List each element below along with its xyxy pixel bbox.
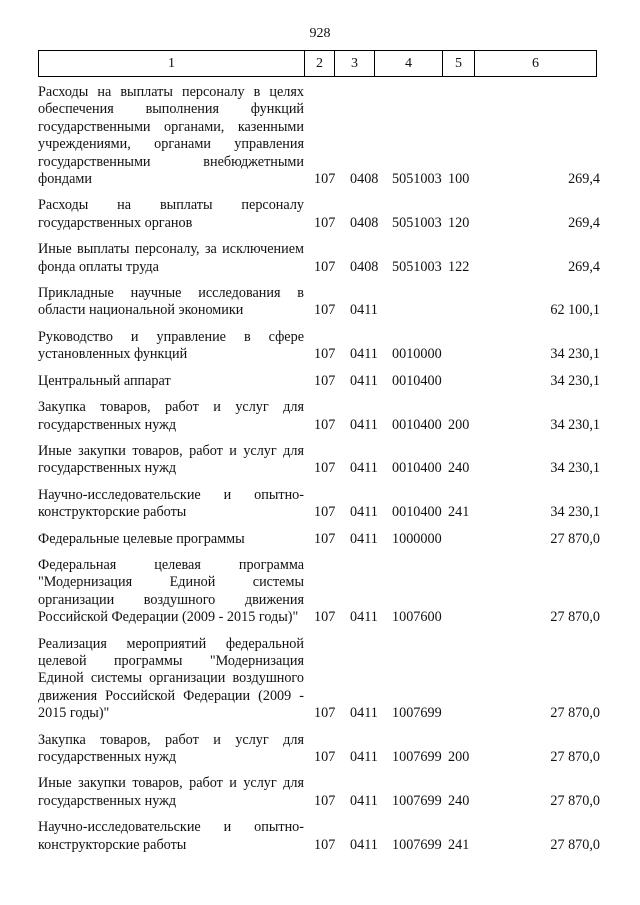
row-ministry-code: 107 xyxy=(314,530,336,547)
table-row xyxy=(38,373,604,390)
row-section-code: 0411 xyxy=(350,836,378,853)
row-ministry-code: 107 xyxy=(314,504,336,521)
row-target-code: 1000000 xyxy=(392,530,442,547)
row-ministry-code: 107 xyxy=(314,372,336,389)
row-name: Иные закупки товаров, работ и услуг для государственных нужд xyxy=(38,775,304,809)
row-section-code: 0411 xyxy=(350,792,378,809)
row-section-code: 0408 xyxy=(350,214,379,231)
table-row xyxy=(38,399,604,434)
table-row xyxy=(38,197,604,232)
row-amount: 34 230,1 xyxy=(550,460,600,477)
row-section-code: 0411 xyxy=(350,346,378,363)
page-number: 928 xyxy=(309,26,331,41)
column-header-table xyxy=(38,50,597,77)
row-expense-type: 122 xyxy=(448,258,470,275)
table-row xyxy=(38,732,604,767)
column-header-row xyxy=(39,51,597,77)
row-ministry-code: 107 xyxy=(314,214,336,231)
table-row xyxy=(38,84,604,188)
row-section-code: 0411 xyxy=(350,460,378,477)
row-section-code: 0411 xyxy=(350,504,378,521)
row-amount: 34 230,1 xyxy=(550,372,600,389)
row-amount: 27 870,0 xyxy=(550,749,600,765)
row-expense-type: 240 xyxy=(448,792,470,809)
row-amount: 27 870,0 xyxy=(550,530,600,547)
row-ministry-code: 107 xyxy=(314,749,336,765)
row-ministry-code: 107 xyxy=(314,302,336,319)
row-section-code: 0411 xyxy=(350,530,378,547)
table-row xyxy=(38,775,604,810)
row-amount: 269,4 xyxy=(568,258,600,275)
row-section-code: 0411 xyxy=(350,705,378,722)
row-section-code: 0411 xyxy=(350,749,378,765)
row-target-code: 1007699 xyxy=(392,792,442,809)
row-name: Федеральная целевая программа "Модернизация Единой системы организации воздушного движения Российской Федерации (2009 - 2015 годы)" xyxy=(38,556,304,626)
row-target-code: 0010400 xyxy=(392,460,442,477)
row-amount: 34 230,1 xyxy=(550,504,600,521)
row-name: Закупка товаров, работ и услуг для государственных нужд xyxy=(38,399,304,433)
row-section-code: 0408 xyxy=(350,171,379,188)
row-ministry-code: 107 xyxy=(314,836,336,853)
row-target-code: 1007699 xyxy=(392,836,442,853)
row-section-code: 0411 xyxy=(350,372,378,389)
row-target-code: 5051003 xyxy=(392,258,442,275)
row-amount: 34 230,1 xyxy=(550,346,600,363)
table-row xyxy=(38,241,604,276)
table-row xyxy=(38,443,604,478)
row-target-code: 5051003 xyxy=(392,214,442,231)
row-expense-type: 241 xyxy=(448,836,470,853)
row-section-code: 0411 xyxy=(350,302,378,319)
row-target-code: 1007600 xyxy=(392,609,442,626)
row-name: Иные выплаты персоналу, за исключением фонда оплаты труда xyxy=(38,241,304,275)
column-header-2: 2 xyxy=(305,51,335,77)
row-amount: 27 870,0 xyxy=(550,705,600,722)
row-name: Расходы на выплаты персоналу в целях обеспечения выполнения функций государственными органами, казенными учреждениями, органами управления государственными внебюджетными фондами xyxy=(38,84,304,188)
row-section-code: 0411 xyxy=(350,416,378,433)
column-header-1: 1 xyxy=(39,51,305,77)
row-section-code: 0411 xyxy=(350,609,378,626)
row-ministry-code: 107 xyxy=(314,609,336,626)
row-target-code: 1007699 xyxy=(392,705,442,722)
row-amount: 27 870,0 xyxy=(550,609,600,626)
row-target-code: 1007699 xyxy=(392,749,442,765)
row-expense-type: 200 xyxy=(448,749,470,765)
row-name: Закупка товаров, работ и услуг для государственных нужд xyxy=(38,731,304,765)
column-header-5: 5 xyxy=(443,51,475,77)
row-amount: 269,4 xyxy=(568,214,600,231)
column-header-3: 3 xyxy=(335,51,375,77)
row-target-code: 5051003 xyxy=(392,171,442,188)
row-ministry-code: 107 xyxy=(314,705,336,722)
row-amount: 269,4 xyxy=(568,171,600,188)
row-name: Центральный аппарат xyxy=(38,372,171,389)
row-ministry-code: 107 xyxy=(314,258,336,275)
row-ministry-code: 107 xyxy=(314,460,336,477)
table-row xyxy=(38,285,604,320)
column-header-6: 6 xyxy=(475,51,597,77)
row-amount: 62 100,1 xyxy=(550,302,600,319)
row-ministry-code: 107 xyxy=(314,416,336,433)
row-section-code: 0408 xyxy=(350,258,379,275)
row-name: Руководство и управление в сфере установленных функций xyxy=(38,328,304,363)
row-ministry-code: 107 xyxy=(314,171,336,188)
row-target-code: 0010400 xyxy=(392,504,442,521)
row-name: Иные закупки товаров, работ и услуг для государственных нужд xyxy=(38,442,304,477)
row-name: Научно-исследовательские и опытно-конструкторские работы xyxy=(38,486,304,521)
row-ministry-code: 107 xyxy=(314,346,336,363)
table-row xyxy=(38,636,604,723)
row-name: Расходы на выплаты персоналу государственных органов xyxy=(38,197,304,231)
row-name: Прикладные научные исследования в области национальной экономики xyxy=(38,285,304,319)
table-row xyxy=(38,819,604,854)
row-amount: 27 870,0 xyxy=(550,792,600,809)
row-name: Реализация мероприятий федеральной целевой программы "Модернизация Единой системы организации воздушного движения Российской Федерации (2009 - 2015 годы)" xyxy=(38,635,304,722)
row-target-code: 0010400 xyxy=(392,416,442,433)
row-expense-type: 120 xyxy=(448,214,470,231)
table-row xyxy=(38,329,604,364)
row-amount: 27 870,0 xyxy=(550,836,600,853)
row-expense-type: 100 xyxy=(448,171,470,188)
table-row xyxy=(38,531,604,548)
row-expense-type: 240 xyxy=(448,460,470,477)
row-expense-type: 200 xyxy=(448,416,470,433)
table-row xyxy=(38,557,604,627)
row-target-code: 0010400 xyxy=(392,372,442,389)
table-row xyxy=(38,487,604,522)
row-name: Научно-исследовательские и опытно-конструкторские работы xyxy=(38,819,304,853)
row-ministry-code: 107 xyxy=(314,792,336,809)
row-amount: 34 230,1 xyxy=(550,416,600,433)
budget-table-body xyxy=(38,84,604,863)
column-header-4: 4 xyxy=(375,51,443,77)
row-expense-type: 241 xyxy=(448,504,470,521)
row-name: Федеральные целевые программы xyxy=(38,530,245,547)
row-target-code: 0010000 xyxy=(392,346,442,363)
